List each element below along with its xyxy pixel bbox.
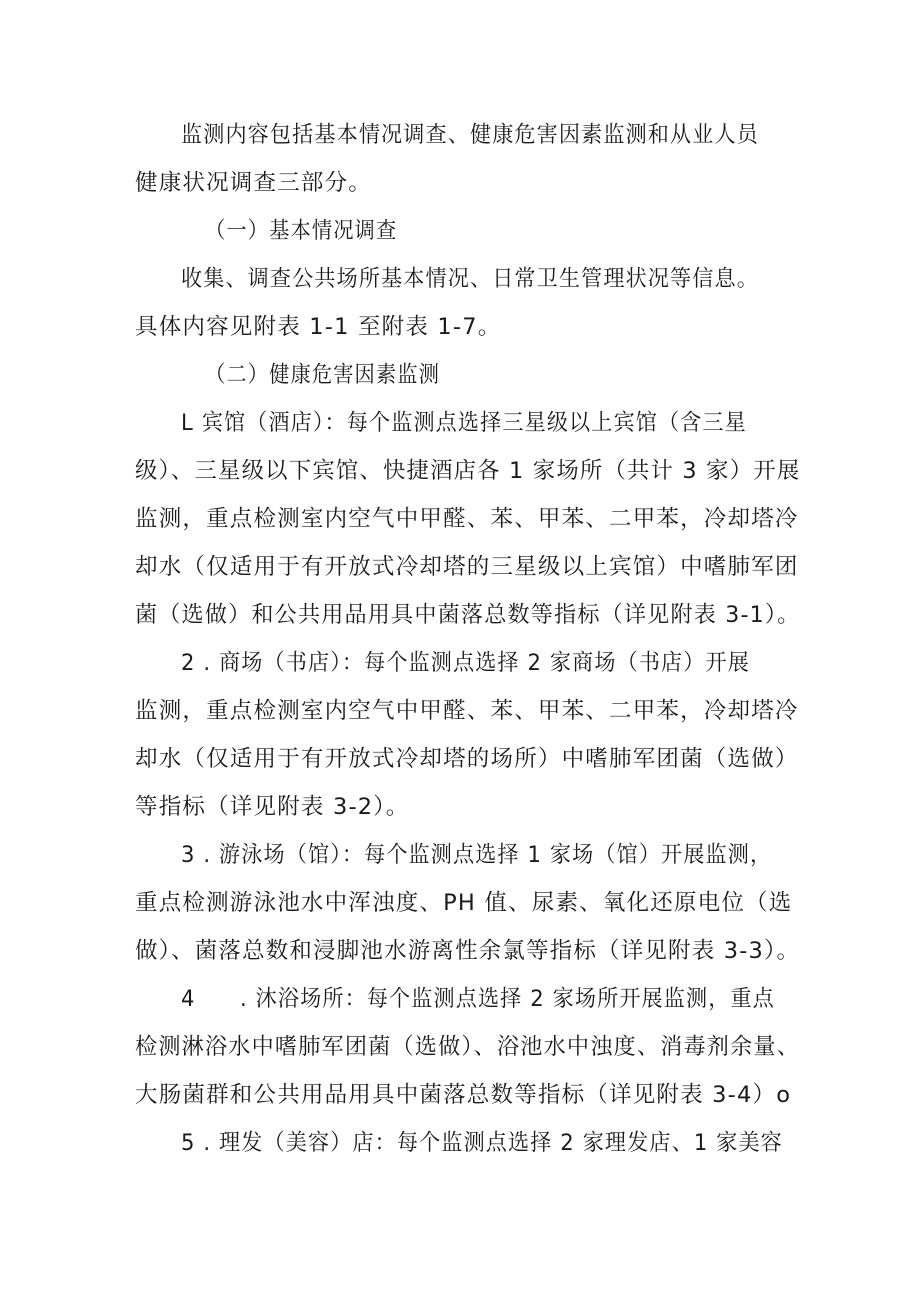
paragraph-line: 重点检测游泳池水中浑浊度、PH 值、尿素、氧化还原电位（选 <box>135 890 793 916</box>
paragraph-line: 级）、三星级以下宾馆、快捷酒店各 1 家场所（共计 3 家）开展 <box>135 458 801 484</box>
paragraph-line: 检测淋浴水中嗜肺军团菌（选做）、浴池水中浊度、消毒剂余量、 <box>135 1034 801 1060</box>
paragraph-line: 却水（仅适用于有开放式冷却塔的三星级以上宾馆）中嗜肺军团 <box>135 554 799 580</box>
section-heading: （二）健康危害因素监测 <box>205 362 441 388</box>
section-heading: （一）基本情况调查 <box>205 218 398 244</box>
paragraph-line: 菌（选做）和公共用品用具中菌落总数等指标（详见附表 3-1）。 <box>135 602 801 628</box>
paragraph-line: L 宾馆（酒店）：每个监测点选择三星级以上宾馆（含三星 <box>181 410 747 436</box>
paragraph-line: 3 . 游泳场（馆）：每个监测点选择 1 家场（馆）开展监测， <box>181 842 773 868</box>
paragraph-line: 5 . 理发（美容）店：每个监测点选择 2 家理发店、1 家美容 <box>181 1130 783 1156</box>
paragraph-line: 监测，重点检测室内空气中甲醛、苯、甲苯、二甲苯，冷却塔冷 <box>135 506 799 532</box>
paragraph-line: 等指标（详见附表 3-2）。 <box>135 794 410 820</box>
paragraph-line: 做）、菌落总数和浸脚池水游离性余氯等指标（详见附表 3-3）。 <box>135 938 801 964</box>
paragraph-line: 大肠菌群和公共用品用具中菌落总数等指标（详见附表 3-4）o <box>135 1082 792 1108</box>
paragraph-line: 却水（仅适用于有开放式冷却塔的场所）中嗜肺军团菌（选做） <box>135 746 799 772</box>
paragraph-line: 4 . 沐浴场所：每个监测点选择 2 家场所开展监测，重点 <box>181 986 775 1012</box>
paragraph-line: 监测内容包括基本情况调查、健康危害因素监测和从业人员 <box>181 122 759 148</box>
paragraph-line: 监测，重点检测室内空气中甲醛、苯、甲苯、二甲苯，冷却塔冷 <box>135 698 799 724</box>
paragraph-line: 健康状况调查三部分。 <box>135 170 373 196</box>
paragraph-line: 收集、调查公共场所基本情况、日常卫生管理状况等信息。 <box>181 266 759 292</box>
paragraph-line: 具体内容见附表 1-1 至附表 1-7。 <box>135 314 502 340</box>
paragraph-line: 2 . 商场（书店）：每个监测点选择 2 家商场（书店）开展 <box>181 650 750 676</box>
